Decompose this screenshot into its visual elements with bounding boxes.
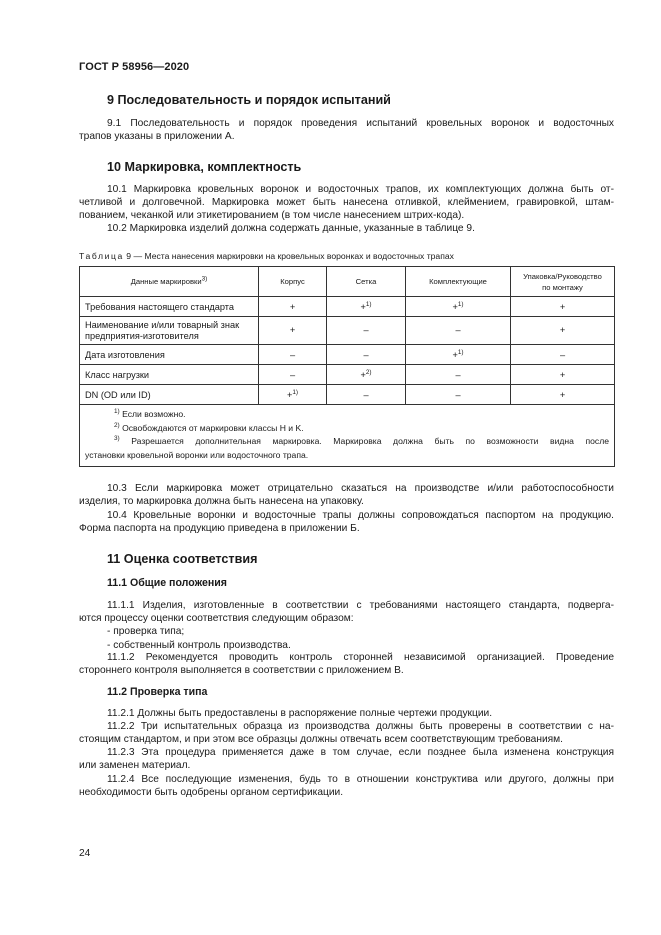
subsection-11-1-title: 11.1 Общие положения (107, 577, 227, 589)
section-10-title: 10 Маркировка, комплектность (107, 160, 302, 174)
table-header-row (80, 267, 615, 297)
cell-parts: – (406, 365, 511, 385)
paragraph-10-3 (79, 482, 614, 508)
cell-grid: – (327, 345, 406, 365)
text-line: или заменен материал. (79, 760, 191, 772)
cell-parts: – (406, 385, 511, 405)
text-line: 10.2 Маркировка изделий должна содержать данные, указанные в таблице 9. (107, 223, 475, 234)
cell-grid: – (327, 385, 406, 405)
cell-body: +$^{1)}$ (259, 385, 327, 405)
cell-body: + (259, 297, 327, 317)
paragraph-10-1 (79, 183, 614, 223)
list-item: - проверка типа; (107, 626, 185, 638)
cell-parts: +$^{1)}$ (406, 345, 511, 365)
text-line: 10.1 Маркировка кровельных воронок и водосточных трапов, их комплектующих должна быть от- (107, 184, 614, 195)
paragraph-11-2-2 (79, 720, 614, 746)
text-line: ются процессу оценки соответствия следующим образом: (79, 613, 354, 625)
paragraph-11-1-1 (79, 599, 614, 652)
footnote-3: $^{3)}$ Разрешается дополнительная маркировка. Маркировка должна быть по возможности видна после (114, 435, 609, 447)
header-grid: Сетка (327, 267, 406, 297)
table-row (80, 365, 615, 385)
paragraph-11-1-2 (79, 651, 614, 677)
table-row (80, 345, 615, 365)
cell-pack: + (511, 365, 615, 385)
text-line: 11.2.4 Все последующие изменения, будь то в отношении конструктива или другого, должны при (107, 774, 614, 785)
row-label: Дата изготовления (80, 345, 259, 365)
footnote-1: $^{1)}$ Если возможно. (114, 408, 186, 419)
header-body: Корпус (259, 267, 327, 297)
page-number: 24 (79, 848, 91, 859)
text-line: Форма паспорта на продукцию приведена в приложении Б. (79, 523, 360, 535)
cell-pack: – (511, 345, 615, 365)
cell-body: + (259, 317, 327, 345)
cell-grid: +$^{2)}$ (327, 365, 406, 385)
caption-label: Таблица (79, 251, 124, 261)
text-line: трапов указаны в приложении А. (79, 131, 235, 143)
text-line: 10.3 Если маркировка может отрицательно сказаться на производстве и/или работоспособности (107, 483, 614, 494)
text-line: 11.2.2 Три испытательных образца из производства должны быть проверены в соответствии с на- (107, 721, 614, 732)
footnote-2: $^{2)}$ Освобождаются от маркировки классы H и K. (114, 421, 304, 433)
row-label: Класс нагрузки (80, 365, 259, 385)
table-footnotes (80, 405, 615, 467)
row-label: Наименование и/или товарный знак предприятия-изготовителя (80, 317, 259, 345)
row-label: DN (OD или ID) (80, 385, 259, 405)
paragraph-9-1 (79, 117, 614, 143)
text-line: необходимости быть одобрены органом сертификации. (79, 787, 344, 799)
text-line: 11.2.1 Должны быть предоставлены в распоряжение полные чертежи продукции. (107, 708, 493, 719)
cell-parts: – (406, 317, 511, 345)
text-line: 10.4 Кровельные воронки и водосточные трапы должны сопровождаться паспортом на продукцию. (107, 510, 614, 521)
cell-body: – (259, 345, 327, 365)
text-line: 11.1.2 Рекомендуется проводить контроль сторонней независимой организацией. Проведение (107, 652, 614, 663)
cell-pack: + (511, 385, 615, 405)
list-item: - собственный контроль производства. (107, 639, 291, 651)
text-line: 9.1 Последовательность и порядок проведения испытаний кровельных воронок и водосточных (107, 118, 614, 129)
cell-body: – (259, 365, 327, 385)
cell-pack: + (511, 297, 615, 317)
table-9 (79, 266, 615, 467)
standard-header: ГОСТ Р 58956—2020 (79, 61, 190, 73)
paragraph-11-2-3 (79, 746, 614, 772)
cell-grid: – (327, 317, 406, 345)
text-line: стоящим стандартом, и при этом все образцы должны отвечать всем соответствующим требованиям. (79, 734, 563, 746)
text-line: изделия, то маркировка должна быть нанесена на упаковку. (79, 496, 364, 508)
cell-grid: +$^{1)}$ (327, 297, 406, 317)
footnote-3-cont: установки кровельной воронки или водосточного трапа. (85, 449, 309, 460)
paragraph-11-2-1 (79, 707, 614, 720)
text-line: пованием, чеканкой или этикетированием (в том числе нанесением штрих-кода). (79, 210, 465, 222)
header-pack: Упаковка/Руководство по монтажу (511, 267, 615, 297)
paragraph-10-4 (79, 509, 614, 535)
header-data: Данные маркировки$^{3)}$ (80, 267, 259, 297)
table-footnotes-row (80, 405, 615, 467)
paragraph-10-2 (79, 222, 614, 235)
row-label: Требования настоящего стандарта (80, 297, 259, 317)
cell-parts: +$^{1)}$ (406, 297, 511, 317)
text-line: стороннего контроля выполняется в соответствии с приложением В. (79, 665, 404, 677)
header-parts: Комплектующие (406, 267, 511, 297)
table-row (80, 385, 615, 405)
caption-text: 9 — Места нанесения маркировки на кровельных воронках и водосточных трапах (123, 251, 454, 261)
paragraph-11-2-4 (79, 773, 614, 799)
text-line: четливой и долговечной. Маркировка может быть нанесена отливкой, клеймением, гравировкой, штам- (79, 197, 614, 209)
text-line: 11.1.1 Изделия, изготовленные в соответствии с требованиями настоящего стандарта, подверга- (107, 600, 614, 611)
table-row (80, 297, 615, 317)
table-9-caption (79, 251, 454, 261)
subsection-11-2-title: 11.2 Проверка типа (107, 686, 208, 698)
text-line: 11.2.3 Эта процедура применяется даже в том случае, если позднее была изменена конструкция (107, 747, 614, 758)
section-11-title: 11 Оценка соответствия (107, 552, 258, 566)
cell-pack: + (511, 317, 615, 345)
section-9-title: 9 Последовательность и порядок испытаний (107, 93, 391, 107)
table-row (80, 317, 615, 345)
